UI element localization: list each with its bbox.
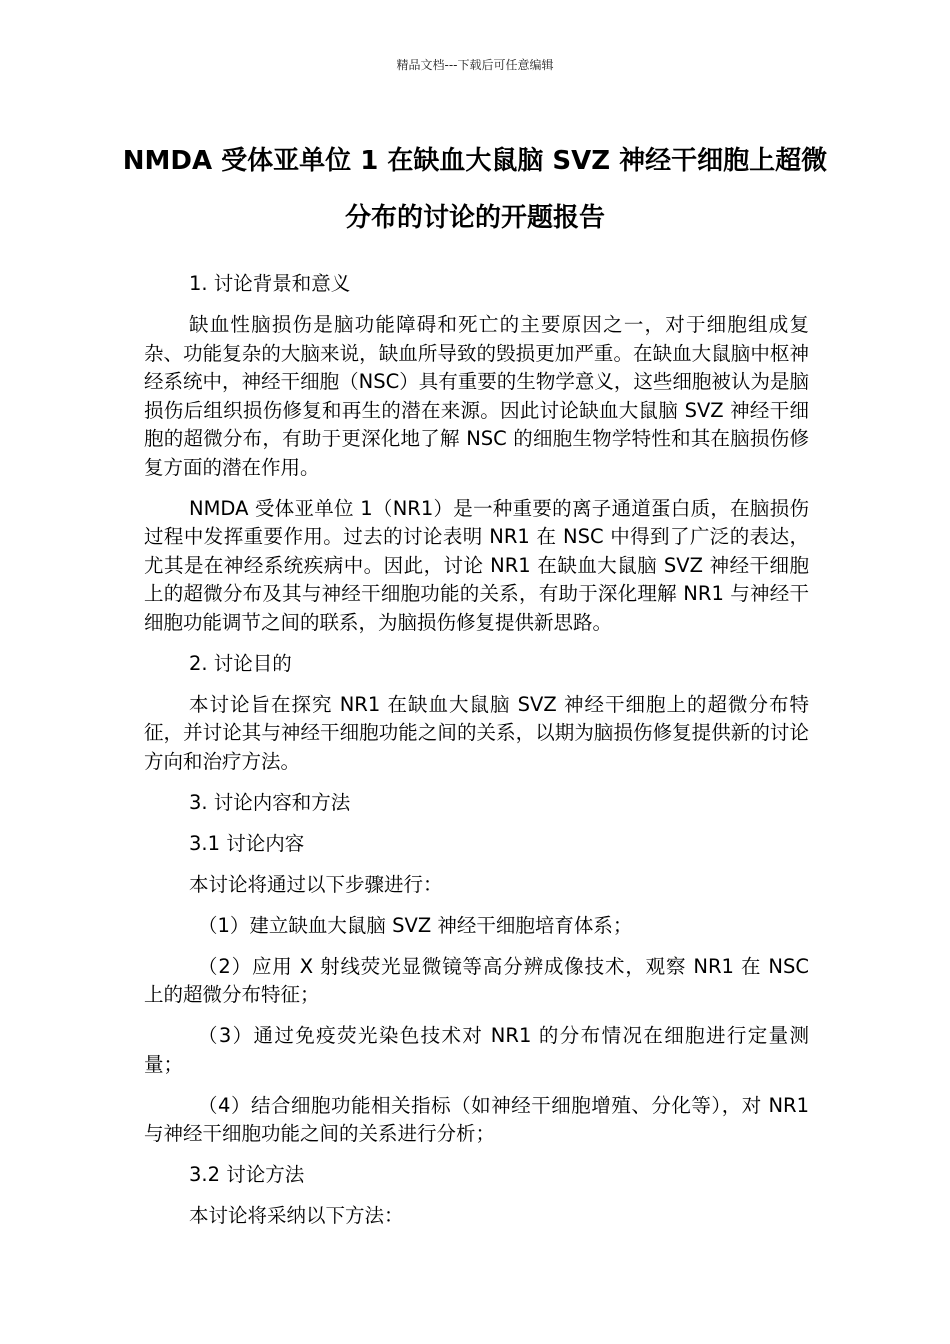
list-item-step-4: （4）结合细胞功能相关指标（如神经干细胞增殖、分化等），对 NR1 与神经干细胞功能之间的关系进行分析； bbox=[144, 1093, 809, 1145]
paragraph-steps-intro: 本讨论将通过以下步骤进行： bbox=[189, 872, 443, 896]
paragraph-background-1: 缺血性脑损伤是脑功能障碍和死亡的主要原因之一，对于细胞组成复杂、功能复杂的大脑来说，缺血所导致的毁损更加严重。在缺血大鼠脑中枢神经系统中，神经干细胞（NSC）具有重要的生物学意义，这些细胞被认为是脑损伤后组织损伤修复和再生的潜在来源。因此讨论缺血大鼠脑 SVZ 神经干细胞的超微分布，有助于更深化地了解 NSC 的细胞生物学特性和其在脑损伤修复方面的潜在作用。 bbox=[144, 313, 809, 479]
section-heading-purpose: 2. 讨论目的 bbox=[189, 651, 292, 675]
section-heading-content-methods: 3. 讨论内容和方法 bbox=[189, 790, 351, 814]
document-title: NMDA 受体亚单位 1 在缺血大鼠脑 SVZ 神经干细胞上超微分布的讨论的开题报告 bbox=[122, 146, 828, 233]
list-item-step-2: （2）应用 X 射线荧光显微镜等高分辨成像技术，观察 NR1 在 NSC 上的超微分布特征； bbox=[144, 954, 809, 1006]
list-item-step-1: （1）建立缺血大鼠脑 SVZ 神经干细胞培育体系； bbox=[198, 913, 633, 937]
paragraph-methods-intro: 本讨论将采纳以下方法： bbox=[189, 1204, 404, 1227]
section-heading-background: 1. 讨论背景和意义 bbox=[189, 272, 351, 295]
header-note: 精品文档---下载后可任意编辑 bbox=[396, 58, 554, 72]
paragraph-purpose: 本讨论旨在探究 NR1 在缺血大鼠脑 SVZ 神经干细胞上的超微分布特征，并讨论其与神经干细胞功能之间的关系，以期为脑损伤修复提供新的讨论方向和治疗方法。 bbox=[144, 692, 809, 773]
list-item-step-3: （3）通过免疫荧光染色技术对 NR1 的分布情况在细胞进行定量测量； bbox=[144, 1024, 809, 1076]
subsection-heading-content: 3.1 讨论内容 bbox=[189, 831, 305, 855]
subsection-heading-methods: 3.2 讨论方法 bbox=[189, 1163, 305, 1186]
paragraph-background-2: NMDA 受体亚单位 1（NR1）是一种重要的离子通道蛋白质，在脑损伤过程中发挥重要作用。过去的讨论表明 NR1 在 NSC 中得到了广泛的表达，尤其是在神经系统疾病中。因此，讨论 NR1 在缺血大鼠脑 SVZ 神经干细胞上的超微分布及其与神经干细胞功能的关系，有助于深化理解 NR1 与神经干细胞功能调节之间的联系，为脑损伤修复提供新思路。 bbox=[144, 496, 809, 634]
document-body bbox=[144, 270, 809, 1243]
